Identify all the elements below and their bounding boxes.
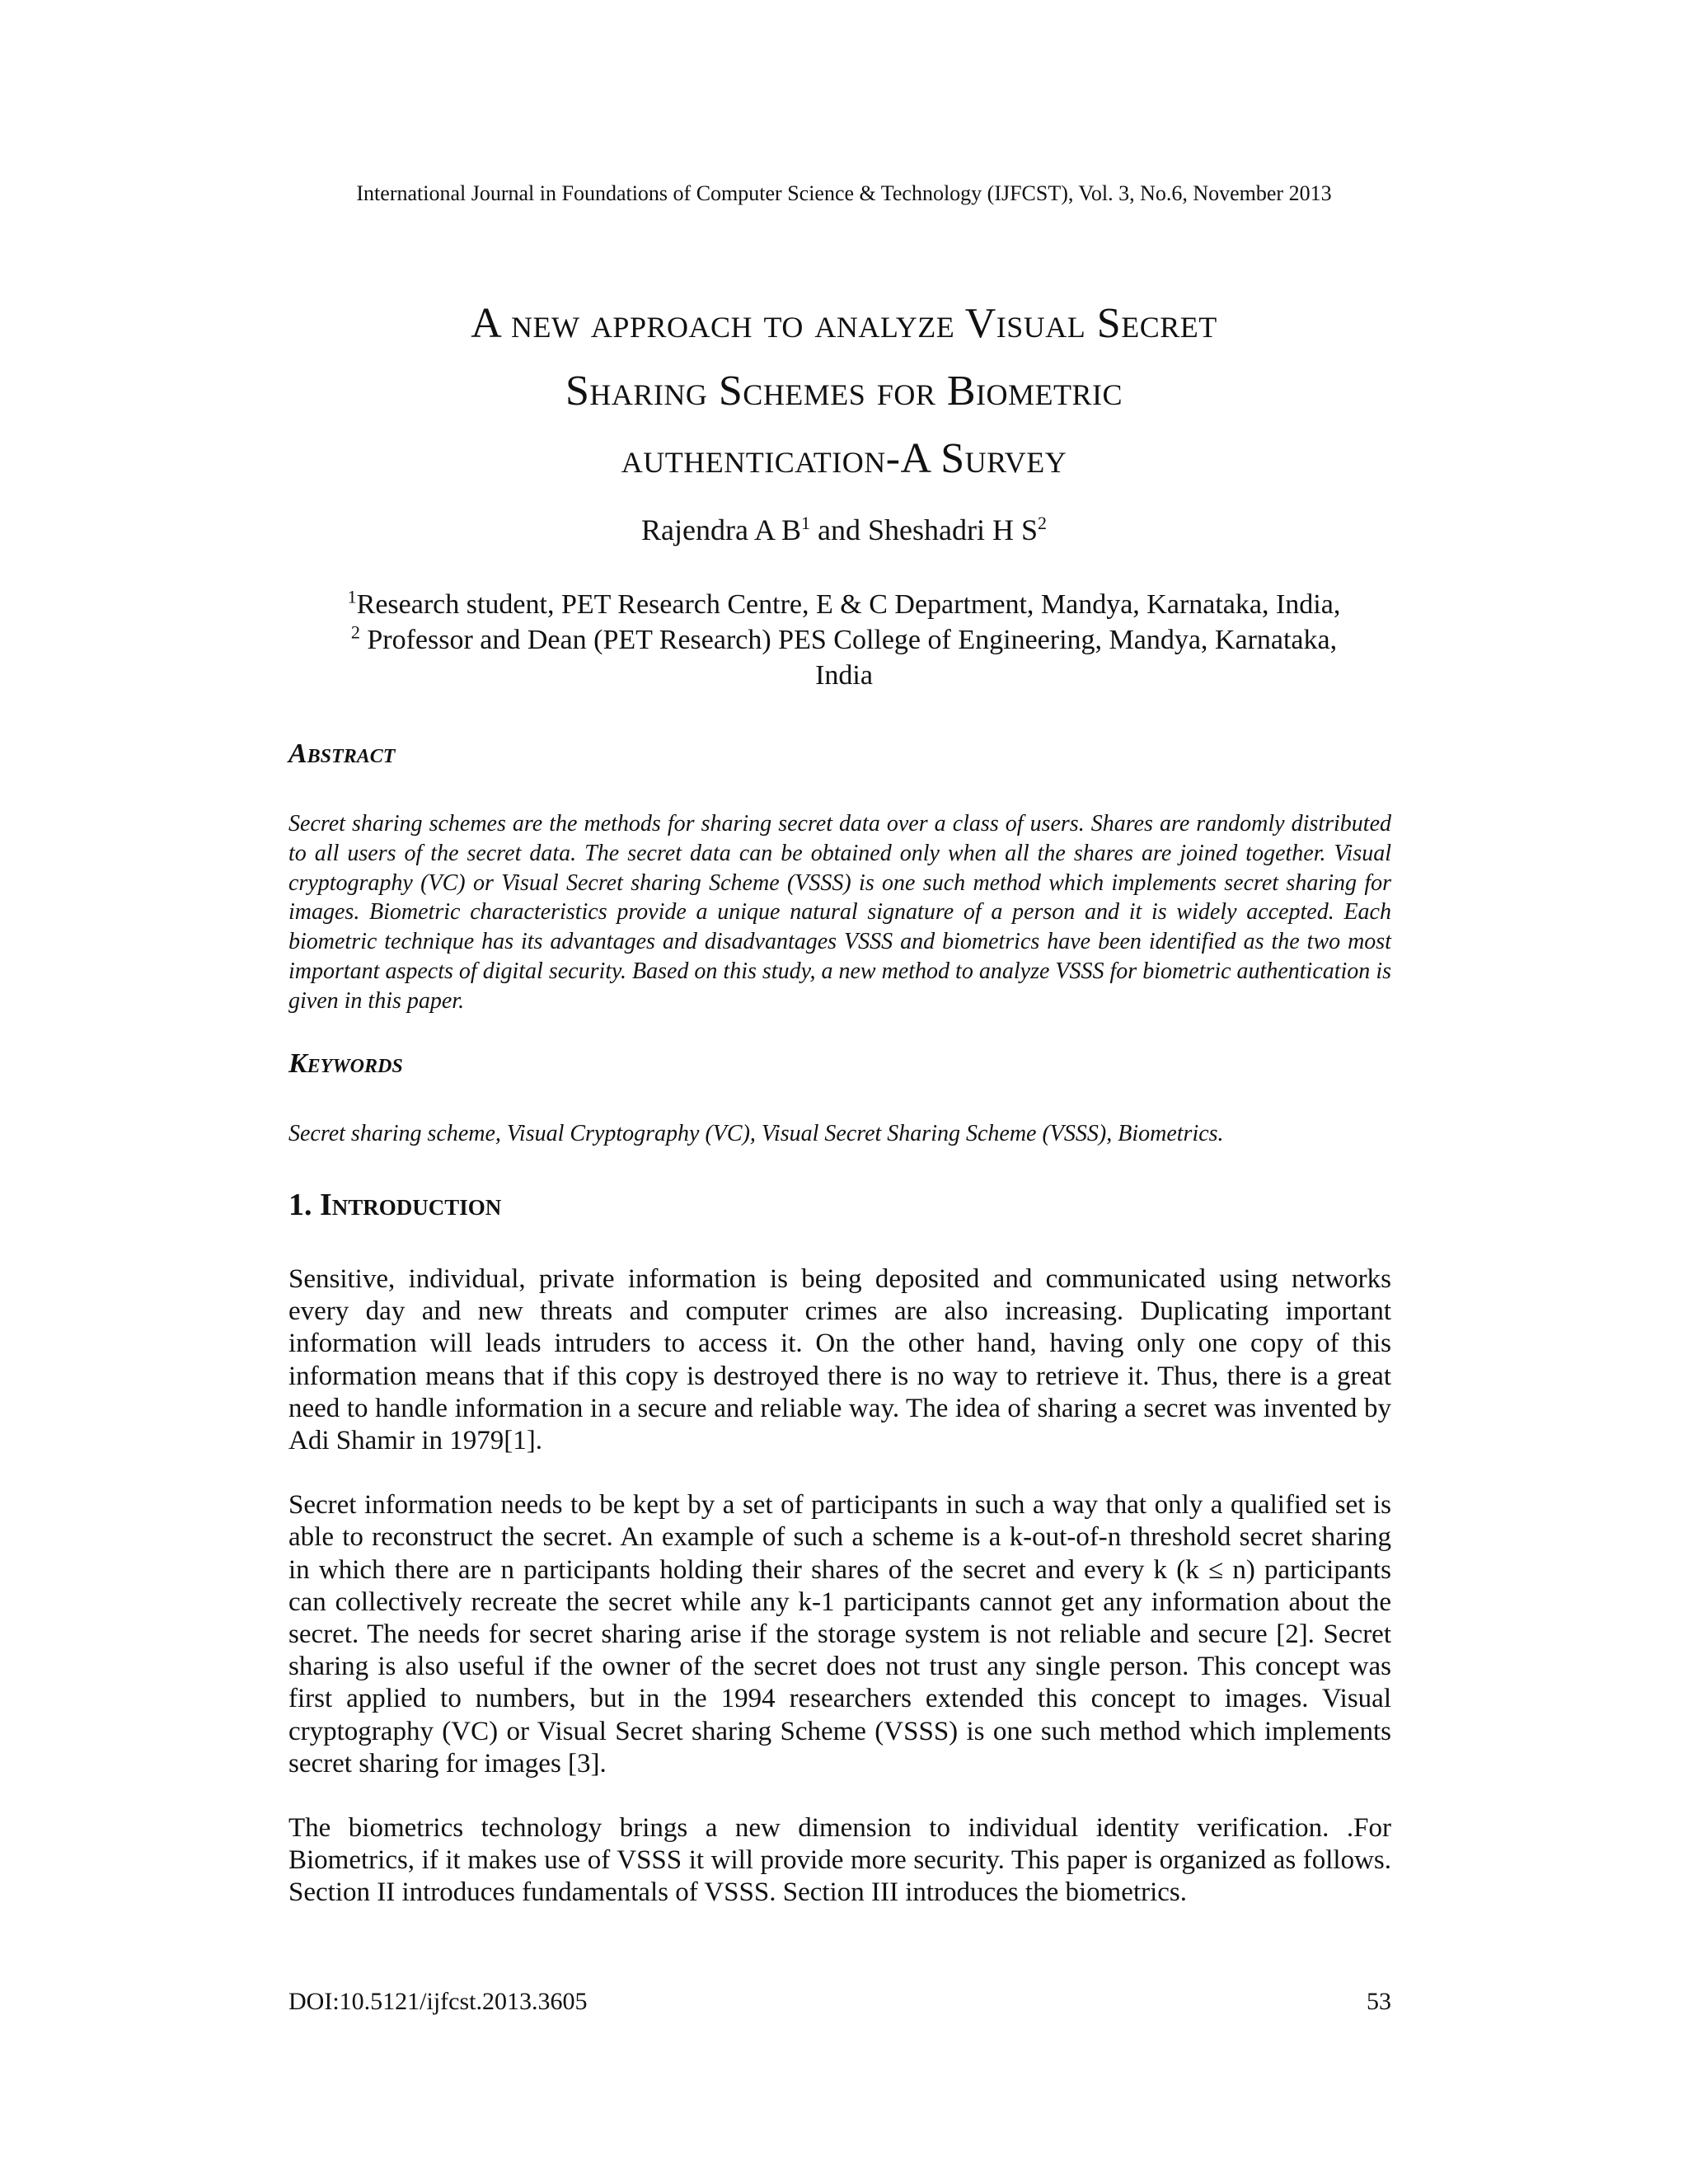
- abstract-heading: Abstract: [288, 738, 396, 769]
- page-number: 53: [1367, 1988, 1391, 2015]
- introduction-heading: 1. Introduction: [288, 1188, 502, 1222]
- page-footer: [288, 1988, 1391, 2016]
- affiliations: [0, 587, 1688, 693]
- author-line: [0, 513, 1688, 547]
- author-name: and Sheshadri H S: [810, 513, 1038, 546]
- keywords-heading: Keywords: [288, 1048, 403, 1079]
- keywords-text: Secret sharing scheme, Visual Cryptography (VC), Visual Secret Sharing Scheme (VSSS), Biometrics.: [288, 1121, 1224, 1146]
- affiliation-line: [0, 658, 1688, 693]
- title-line: authentication-A Survey: [621, 435, 1067, 482]
- paper-title: [0, 290, 1688, 493]
- author-affil-marker: 1: [801, 513, 810, 533]
- affiliation-line: [0, 587, 1688, 622]
- affiliation-text: Research student, PET Research Centre, E & C Department, Mandya, Karnataka, India,: [356, 589, 1341, 620]
- introduction-body: [288, 1263, 1391, 1942]
- doi: DOI:10.5121/ijfcst.2013.3605: [288, 1988, 588, 2015]
- author-affil-marker: 2: [1037, 513, 1047, 533]
- title-line: A new approach to analyze Visual Secret: [471, 300, 1217, 347]
- paragraph: Secret information needs to be kept by a set of participants in such a way that only a qualified set is able to reconstruct the secret. An example of such a scheme is a k-out-of-n threshold secret sharing in which there are n participants holding their shares of the secret and every k (k ≤ n) participants can collectively recreate the secret while any k-1 participants cannot get any information about the secret. The needs for secret sharing arise if the storage system is not reliable and secure [2]. Secret sharing is also useful if the owner of the secret does not trust any single person. This concept was first applied to numbers, but in the 1994 researchers extended this concept to images. Visual cryptography (VC) or Visual Secret sharing Scheme (VSSS) is one such method which implements secret sharing for images [3].: [288, 1490, 1391, 1779]
- affiliation-text: India: [815, 660, 873, 691]
- title-line: Sharing Schemes for Biometric: [565, 368, 1123, 415]
- paragraph: The biometrics technology brings a new dimension to individual identity verification. .For Biometrics, if it makes use of VSSS it will provide more security. This paper is organized as follows. Section II introduces fundamentals of VSSS. Section III introduces the biometrics.: [288, 1813, 1391, 1908]
- affil-marker: 2: [350, 621, 360, 643]
- affiliation-line: [0, 622, 1688, 658]
- affiliation-text: Professor and Dean (PET Research) PES College of Engineering, Mandya, Karnataka,: [359, 625, 1338, 655]
- running-header: International Journal in Foundations of Computer Science & Technology (IJFCST), Vol. 3, No.6, November 2013: [356, 181, 1332, 205]
- abstract-text: Secret sharing schemes are the methods for sharing secret data over a class of users. Shares are randomly distributed to all users of the secret data. The secret data can be obtained only when all the shares are joined together. Visual cryptography (VC) or Visual Secret sharing Scheme (VSSS) is one such method which implements secret sharing for images. Biometric characteristics provide a unique natural signature of a person and it is widely accepted. Each biometric technique has its advantages and disadvantages VSSS and biometrics have been identified as the two most important aspects of digital security. Based on this study, a new method to analyze VSSS for biometric authentication is given in this paper.: [288, 811, 1391, 1014]
- affil-marker: 1: [347, 586, 357, 607]
- author-name: Rajendra A B: [641, 513, 801, 546]
- paragraph: Sensitive, individual, private information is being deposited and communicated using networks every day and new threats and computer crimes are also increasing. Duplicating important information will leads intruders to access it. On the other hand, having only one copy of this information means that if this copy is destroyed there is no way to retrieve it. Thus, there is a great need to handle information in a secure and reliable way. The idea of sharing a secret was invented by Adi Shamir in 1979[1].: [288, 1264, 1391, 1456]
